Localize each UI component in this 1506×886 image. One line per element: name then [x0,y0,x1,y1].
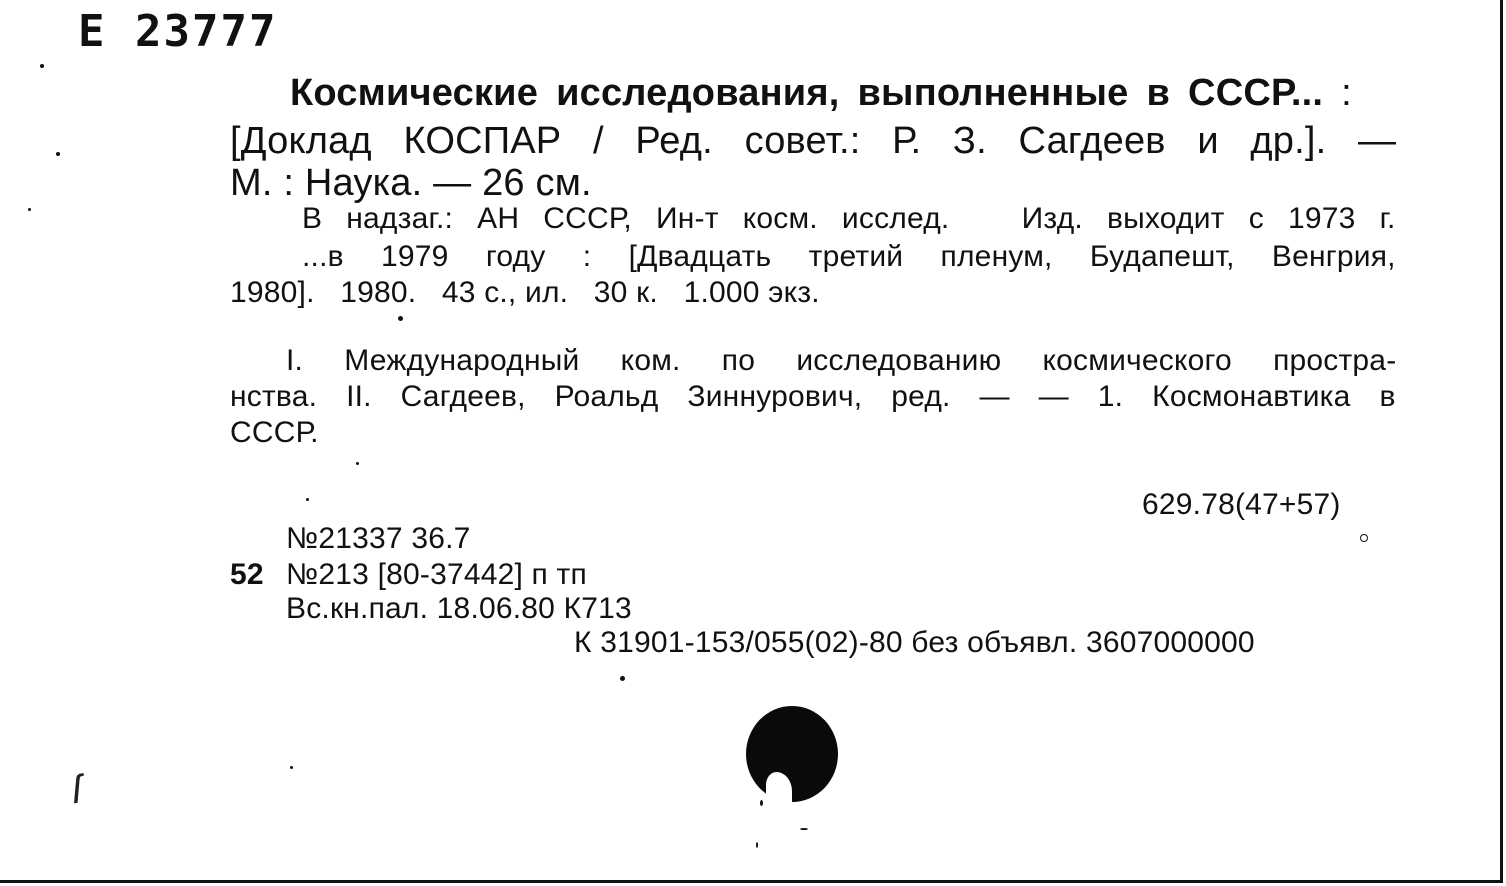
speck [306,498,309,501]
speck [398,316,403,321]
title-line-1 [290,72,1352,115]
speck [620,676,625,681]
speck [40,64,44,68]
price-index: К 31901-153/055(02)-80 без объявл. 3607000000 [574,626,1255,659]
handwritten-mark: ſ [69,767,84,813]
title-line-2: [Доклад КОСПАР / Ред. совет.: Р. З. Сагдеев и др.]. — [230,120,1397,162]
speck [28,208,31,211]
volume-line-1: ...в 1979 году : [Двадцать третий пленум, Будапешт, Венгрия, [302,240,1396,273]
classification-code: 629.78(47+57) [1142,488,1341,521]
title-separator: : [1323,72,1352,114]
call-number: E 23777 [78,6,278,57]
volume-line-2: 1980]. 1980. 43 с., ил. 30 к. 1.000 экз. [230,276,820,309]
title-main: Космические исследования, выполненные в СССР... [290,72,1324,114]
punch-hole [746,706,838,802]
speck [56,152,60,156]
line-prefix: 52 [230,558,264,591]
speck [356,462,359,465]
order-number: №213 [80-37442] п тп [286,558,587,591]
record-number: №21337 36.7 [286,522,471,555]
speck [290,766,293,769]
speck [800,828,808,830]
speck [1360,534,1368,542]
tracing-line-1: I. Международный ком. по исследованию космического простра- [286,344,1397,377]
chamber-stamp: Вс.кн.пал. 18.06.80 К713 [286,592,632,625]
speck [756,842,758,848]
speck [760,800,763,806]
imprint-line: М. : Наука. — 26 см. [230,162,592,204]
tracing-line-2: нства. II. Сагдеев, Роальд Зиннурович, ред. — — 1. Космонавтика в [230,380,1396,413]
tracing-line-3: СССР. [230,416,319,449]
series-note: В надзаг.: АН СССР, Ин-т косм. исслед. Изд. выходит с 1973 г. [302,202,1396,235]
